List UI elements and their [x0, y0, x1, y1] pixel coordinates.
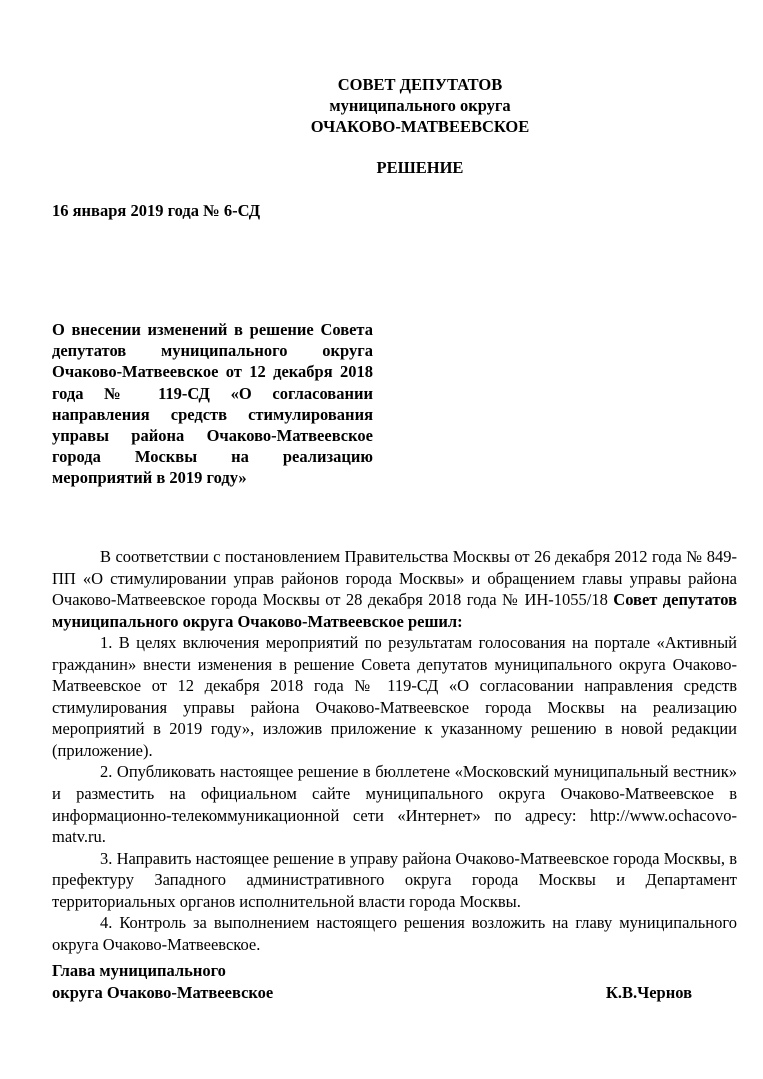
council-heading: СОВЕТ ДЕПУТАТОВ — [337, 75, 503, 94]
body-paragraph-1-text: В соответствии с постановлением Правительства Москвы от 26 декабря 2012 года № 849-ПП «О стимулировании управ районов города Москвы» и обращением главы управы района Очаково-Матвеевское города Москвы от 28 декабря 2018 года № ИН-1055/18 — [52, 547, 737, 610]
page-header — [220, 74, 620, 178]
body-paragraph-5: 4. Контроль за выполнением настоящего решения возложить на главу муниципального округа Очаково-Матвеевское. — [52, 913, 737, 954]
document-body — [52, 546, 737, 955]
body-paragraph-3: 2. Опубликовать настоящее решение в бюллетене «Московский муниципальный вестник» и разместить на официальном сайте муниципального округа Очаково-Матвеевское в информационно-телекоммуникационной сети «Интернет» по адресу: http://www.ochacovo-matv.ru. — [52, 762, 737, 847]
signature-block — [52, 960, 692, 1004]
document-title: О внесении изменений в решение Совета депутатов муниципального округа Очаково-Матвеевское от 12 декабря 2018 года № 119-СД «О согласовании направления средств стимулирования управы района Очаково-Матвеевское города Москвы на реализацию мероприятий в 2019 году» — [52, 320, 373, 488]
body-paragraph-1-resolution: Совет депутатов муниципального округа Очаково-Матвеевское решил: — [52, 590, 737, 631]
body-paragraph-4: 3. Направить настоящее решение в управу района Очаково-Матвеевское города Москвы, в префектуру Западного административного округа города Москвы и Департамент территориальных органов исполнительной власти города Москвы. — [52, 848, 737, 911]
district-type-heading: муниципального округа — [329, 96, 511, 115]
district-name-heading: ОЧАКОВО-МАТВЕЕВСКОЕ — [310, 117, 530, 136]
signature-name: К.В.Чернов — [605, 983, 692, 1002]
signature-row — [52, 982, 692, 1004]
body-paragraph-1 — [52, 546, 737, 632]
signature-position-line1: Глава муниципального — [52, 961, 226, 980]
body-paragraph-2: 1. В целях включения мероприятий по результатам голосования на портале «Активный гражданин» внести изменения в решение Совета депутатов муниципального округа Очаково-Матвеевское от 12 декабря 2018 года № 119-СД «О согласовании направления средств стимулирования управы района Очаково-Матвеевское города Москвы на реализацию мероприятий в 2019 году», изложив приложение к указанному решению в новой редакции (приложение). — [52, 633, 737, 760]
document-date-number: 16 января 2019 года № 6-СД — [52, 201, 261, 220]
signature-position-line2: округа Очаково-Матвеевское — [52, 983, 274, 1002]
document-type-heading: РЕШЕНИЕ — [376, 158, 464, 177]
